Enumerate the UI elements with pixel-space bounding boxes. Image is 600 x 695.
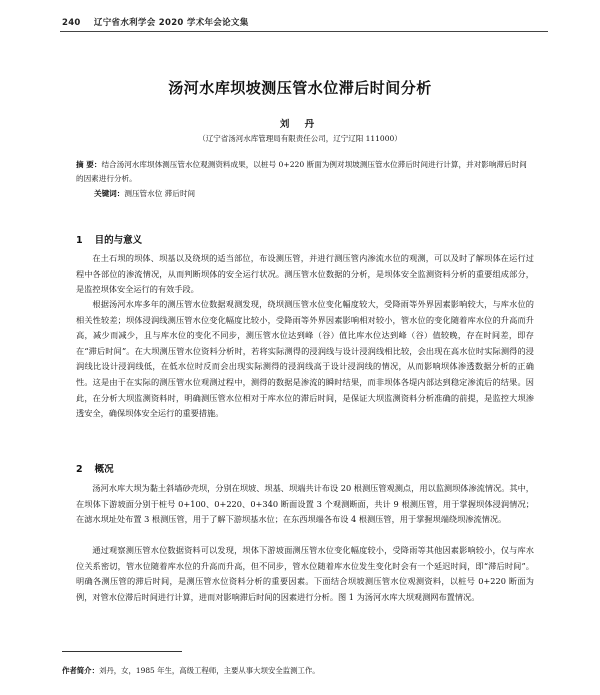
section-2-paragraph-2: 通过观察测压管水位数据资料可以发现，坝体下游坡面测压管水位变化幅度较小，受降雨等其他因素影响较小，仅与库水位关系密切，管水位随着库水位的升高而升高，但不同步，管水位随着库水位发生变化时会有一个延迟时间，即“滞后时间”。明确各测压管的滞后时间，是测压管水位资料分析的重要因素。下面结合坝坡测压管水位观测资料，以桩号 0+220 断面为例，对管水位滞后时间进行计算，进而对影响滞后时间的因素进行分析。图 1 为汤河水库大坝观测网布置情况。 (76, 545, 534, 602)
section-title: 概况 (94, 464, 114, 475)
author-footnote (62, 665, 542, 676)
footnote-text: 刘丹，女，1985 年生，高级工程师，主要从事大坝安全监测工作。 (98, 666, 320, 675)
running-head (62, 16, 249, 28)
abstract (76, 158, 534, 186)
affiliation: （辽宁省汤河水库管理局有限责任公司，辽宁辽阳 111000） (198, 134, 402, 143)
footnote-rule (62, 651, 182, 652)
section-1-paragraph-2: 根据汤河水库多年的测压管水位数据观测发现，绕坝测压管水位变化幅度较大，受降雨等外界因素影响较大，与库水位的相关性较差；坝体浸润线测压管水位变化幅度比较小，受降雨等外界因素影响相对较小，管水位的变化随着库水位的升高而升高，减少而减少，且与库水位的变化不同步，测压管水位达到峰（谷）值比库水位达到峰（谷）值较晚，存在时间差，即存在“滞后时间”。在大坝测压管水位资料分析时，若将实际测得的浸润线与设计浸润线相比较，会出现在高水位时实际测得的浸润线比设计浸润线低，在低水位时反而会出现实际测得的浸润线高于设计浸润线的情况，从而影响坝体渗透数据分析的正确性。这是由于在实际的测压管水位观测过程中，测得的数据是渗流的瞬时结果，而非坝体各堤内部达到稳定渗流后的结果。因此，在分析大坝监测资料时，明确测压管水位相对于库水位的滞后时间，是保证大坝监测资料分析准确的前提，是监控大坝渗透安全，确保坝体安全运行的重要措施。 (76, 299, 534, 419)
section-1-paragraph-1: 在土石坝的坝体、坝基以及绕坝的适当部位，布设测压管，并进行测压管内渗流水位的观测，可以及时了解坝体在运行过程中各部位的渗流情况，从而判断坝体的安全运行状况。测压管水位数据的分析，是坝体安全监测资料分析的重要组成部分，是监控坝体安全运行的有效手段。 (76, 253, 534, 295)
keywords-text: 测压管水位 滞后时间 (124, 189, 196, 198)
paper-title: 汤河水库坝坡测压管水位滞后时间分析 (168, 79, 432, 97)
section-title: 目的与意义 (94, 235, 143, 246)
header-rule (60, 31, 548, 32)
abstract-text: 结合汤河水库坝体测压管水位观测资料成果，以桩号 0+220 断面为例对坝坡测压管水位滞后时间进行计算，并对影响滞后时间的因素进行分析。 (76, 160, 527, 183)
journal-name: 辽宁省水利学会 2020 学术年会论文集 (93, 18, 249, 28)
author-name: 刘 丹 (279, 119, 321, 130)
footnote-label: 作者简介： (62, 666, 99, 675)
keywords (94, 187, 534, 201)
page-number: 240 (62, 18, 81, 28)
section-heading-1 (76, 232, 142, 246)
abstract-label: 摘 要： (76, 160, 102, 169)
section-number: 2 (76, 464, 83, 475)
section-number: 1 (76, 235, 83, 246)
section-heading-2 (76, 461, 114, 475)
section-2-paragraph-1: 汤河水库大坝为黏土斜墙砂壳坝，分别在坝坡、坝基、坝端共计布设 20 根测压管观测点，用以监测坝体渗流情况。其中，在坝体下游坡面分别于桩号 0+100、0+220、0+340 断面设置 3 个观测断面，共计 9 根测压管，用于掌握坝体浸润情况；在滤水坝址处布置 3 根测压管，用于了解下游坝基水位；在东西坝端各布设 4 根测压管，用于掌握坝端绕坝渗流情况。 (76, 483, 534, 525)
keywords-label: 关键词： (94, 189, 125, 198)
